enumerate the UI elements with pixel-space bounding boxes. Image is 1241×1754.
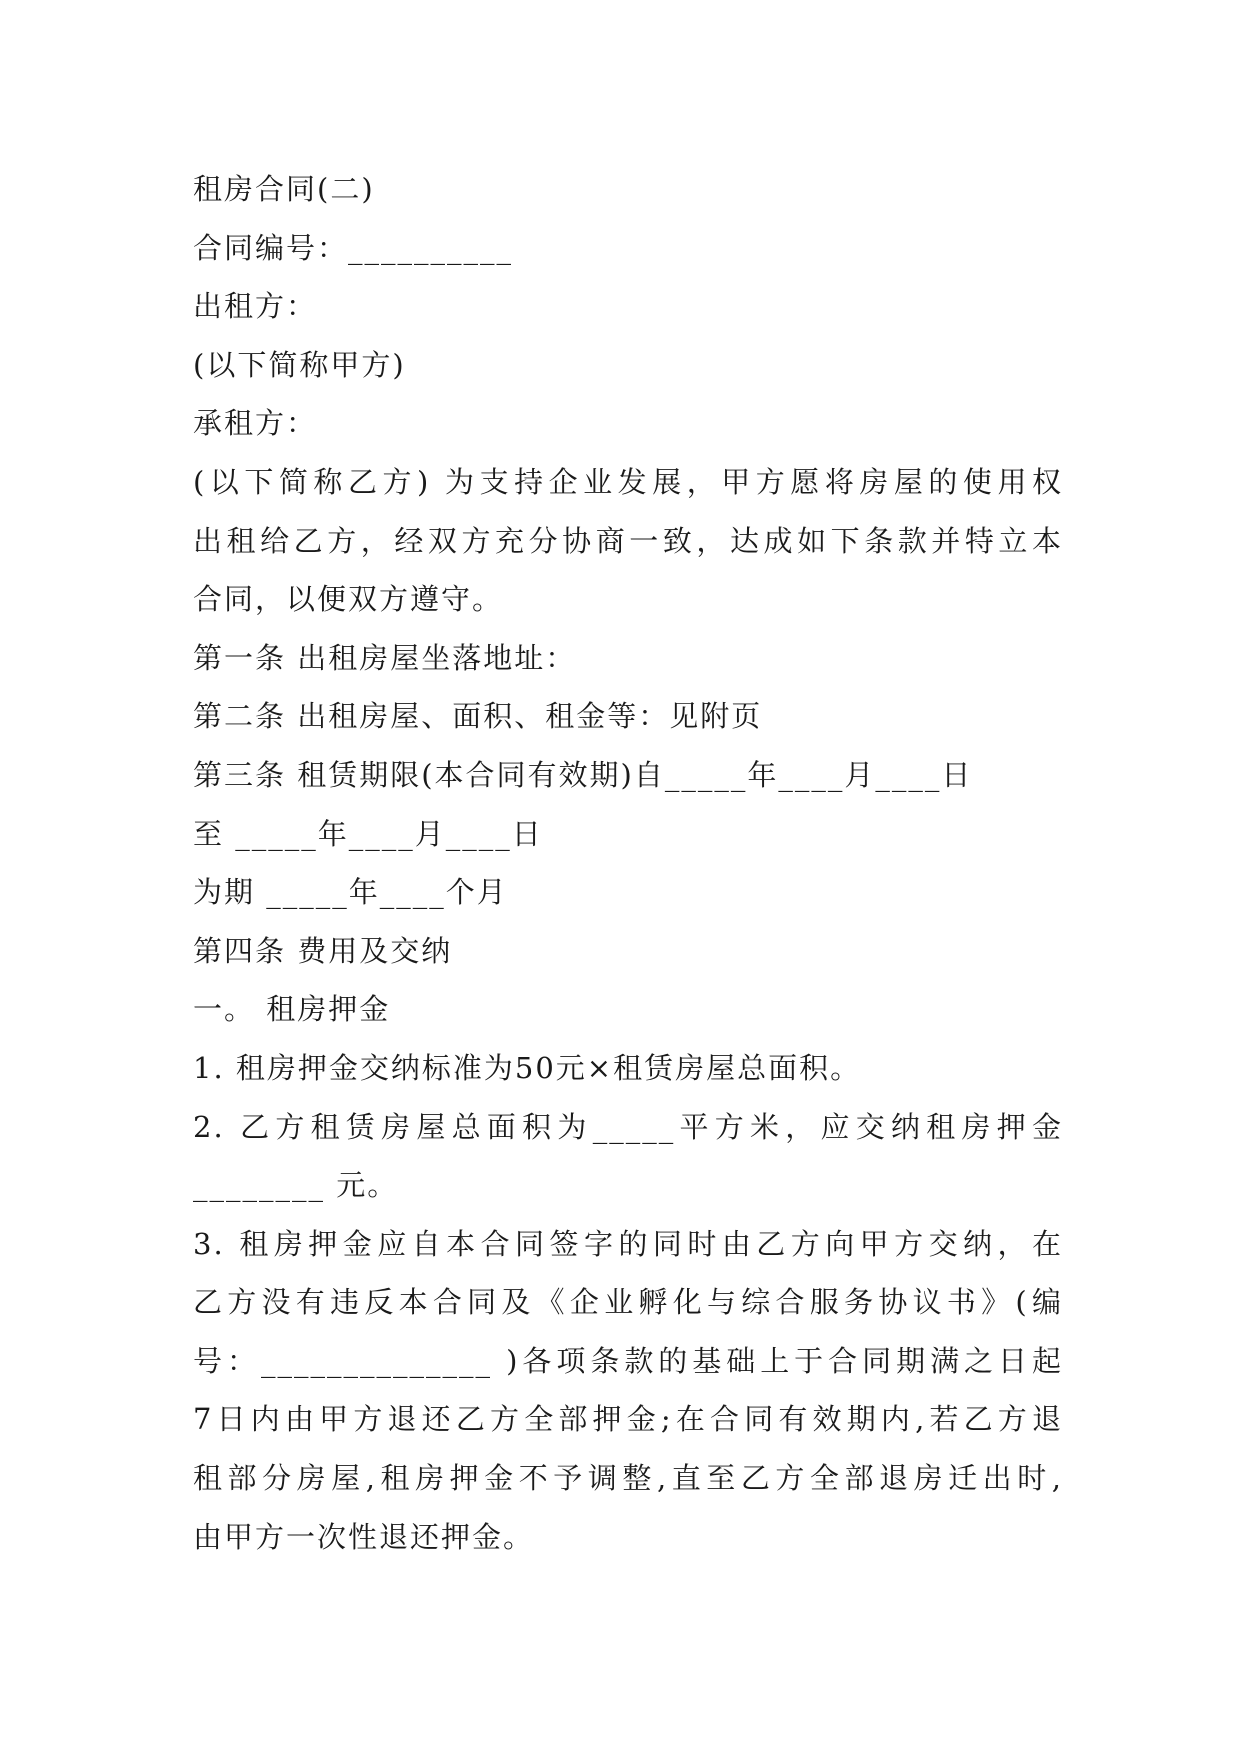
paragraph-line: 合同，以便双方遵守。 [193,582,504,617]
clause-2-line: 2. 乙方租赁房屋总面积为_____平方米，应交纳租房押金 [193,1109,1063,1144]
lessor-line: 出租方： [193,289,318,324]
article-2-line: 第二条 出租房屋、面积、租金等：见附页 [193,699,763,734]
document-page [193,160,1063,1566]
paragraph-line: (以下简称乙方) 为支持企业发展，甲方愿将房屋的使用权 [193,464,1063,499]
article-3-line: 第三条 租赁期限(本合同有效期)自_____年____月____日 [193,757,973,792]
clause-3-line: 7日内由甲方退还乙方全部押金;在合同有效期内,若乙方退 [193,1402,1063,1437]
clause-2-cont-line: ________ 元。 [193,1168,399,1203]
contract-number-line: 合同编号：__________ [193,230,514,265]
clause-3-line: 3. 租房押金应自本合同签字的同时由乙方向甲方交纳，在 [193,1226,1063,1261]
clause-3-line: 租部分房屋,租房押金不予调整,直至乙方全部退房迁出时, [193,1461,1063,1496]
clause-3-line: 由甲方一次性退还押金。 [193,1519,535,1554]
article-4-line: 第四条 费用及交纳 [193,933,453,968]
lessee-line: 承租方： [193,406,318,441]
article-3-duration-line: 为期 _____年____个月 [193,875,508,910]
paragraph-line: 出租给乙方，经双方充分协商一致，达成如下条款并特立本 [193,523,1063,558]
clause-1-line: 1. 租房押金交纳标准为50元×租赁房屋总面积。 [193,1050,862,1085]
article-1-line: 第一条 出租房屋坐落地址： [193,640,577,675]
lessor-alias-line: (以下简称甲方) [193,347,406,382]
clause-3-line: 乙方没有违反本合同及《企业孵化与综合服务协议书》(编 [193,1285,1063,1320]
section-heading: 一。 租房押金 [193,992,391,1027]
clause-3-line: 号：______________ )各项条款的基础上于合同期满之日起 [193,1343,1063,1378]
document-title: 租房合同(二) [193,172,375,206]
article-3-end-date-line: 至 _____年____月____日 [193,816,543,851]
